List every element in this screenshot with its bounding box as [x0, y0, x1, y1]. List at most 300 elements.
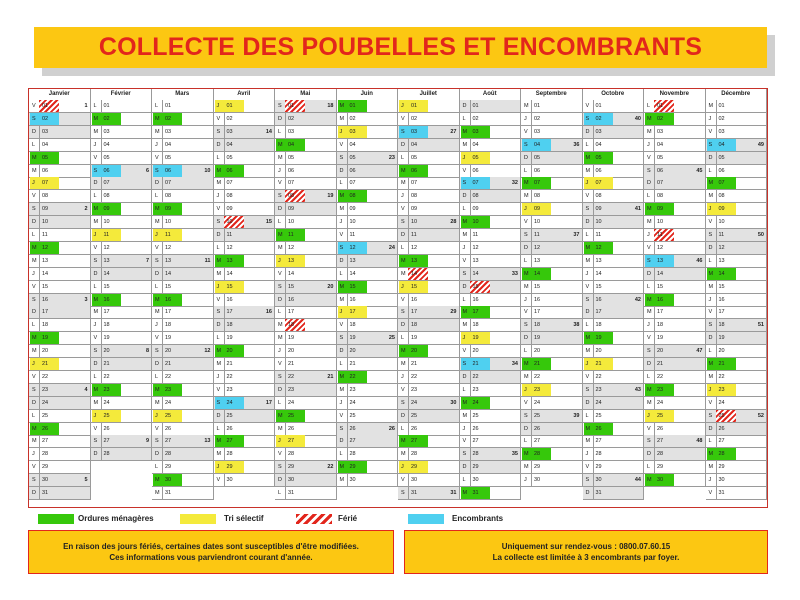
- week-number: 36: [573, 141, 580, 148]
- day-cell: [521, 294, 583, 307]
- day-number: 11: [101, 229, 121, 241]
- weekday-letter: V: [584, 371, 594, 383]
- day-number: 29: [595, 464, 602, 471]
- day-cell: [214, 126, 276, 139]
- weekday-letter: M: [645, 126, 655, 138]
- day-cell: [275, 281, 337, 294]
- weekday-letter: S: [522, 410, 532, 422]
- day-number: 19: [226, 335, 233, 342]
- day-number: 14: [716, 268, 736, 280]
- day-cell: [398, 384, 460, 397]
- weekday-letter: D: [92, 448, 102, 460]
- day-number: 19: [349, 335, 356, 342]
- day-number: 10: [165, 219, 172, 226]
- week-number: 40: [634, 115, 641, 122]
- day-cell: [91, 358, 153, 371]
- weekday-letter: D: [584, 126, 594, 138]
- day-number: 25: [101, 410, 121, 422]
- day-number: 07: [716, 177, 736, 189]
- day-number: 06: [718, 167, 725, 174]
- day-cell: [644, 100, 706, 113]
- weekday-letter: V: [707, 487, 717, 499]
- weekday-letter: S: [522, 319, 532, 331]
- day-cell: [521, 126, 583, 139]
- day-cell: [706, 177, 768, 190]
- day-number: 10: [470, 216, 490, 228]
- day-cell: [398, 100, 460, 113]
- day-cell: [644, 177, 706, 190]
- day-number: 14: [165, 270, 172, 277]
- day-number: 05: [470, 152, 490, 164]
- month-header-5: Mai: [275, 89, 337, 100]
- day-number: 14: [595, 270, 602, 277]
- day-number: 01: [103, 103, 110, 109]
- day-cell: [398, 306, 460, 319]
- week-number: 1: [84, 103, 88, 109]
- day-number: 17: [42, 309, 49, 316]
- day-cell: [29, 319, 91, 332]
- weekday-letter: D: [30, 487, 40, 499]
- day-number: 21: [411, 361, 418, 367]
- day-number: 03: [470, 126, 490, 138]
- week-number: 7: [145, 257, 149, 264]
- day-number: 13: [103, 257, 110, 264]
- weekday-letter: J: [215, 100, 225, 112]
- weekday-letter: S: [461, 358, 471, 370]
- weekday-letter: S: [276, 461, 286, 473]
- day-cell: [337, 461, 399, 474]
- day-number: 07: [165, 180, 172, 187]
- day-cell: [706, 332, 768, 345]
- day-cell: [583, 100, 645, 113]
- day-cell: [337, 410, 399, 423]
- weekday-letter: L: [30, 139, 40, 151]
- day-cell: [29, 487, 91, 500]
- day-number: 04: [42, 141, 49, 148]
- day-number: 17: [347, 306, 367, 318]
- week-number: 17: [265, 399, 272, 406]
- day-number: 07: [288, 180, 295, 187]
- day-number: 23: [162, 384, 182, 396]
- day-number: 16: [534, 296, 541, 303]
- week-number: 26: [388, 425, 395, 432]
- weekday-letter: D: [584, 306, 594, 318]
- month-header-1: Janvier: [29, 89, 91, 100]
- month-header-8: Août: [460, 89, 522, 100]
- day-number: 18: [349, 322, 356, 329]
- weekday-letter: M: [399, 165, 409, 177]
- day-number: 09: [288, 206, 295, 213]
- weekday-letter: S: [215, 216, 225, 228]
- day-cell: [460, 410, 522, 423]
- day-cell: [583, 435, 645, 448]
- day-cell: [29, 126, 91, 139]
- day-cell: [398, 294, 460, 307]
- weekday-letter: M: [645, 384, 655, 396]
- day-number: 05: [593, 152, 613, 164]
- weekday-letter: D: [584, 487, 594, 499]
- day-cell: [29, 306, 91, 319]
- day-cell: [706, 319, 768, 332]
- day-cell: [644, 294, 706, 307]
- day-cell: [214, 371, 276, 384]
- weekday-letter: V: [461, 255, 471, 267]
- day-number: 01: [534, 103, 541, 109]
- weekday-letter: S: [153, 435, 163, 447]
- day-cell: [521, 371, 583, 384]
- title-banner: [34, 27, 775, 74]
- day-cell: [460, 203, 522, 216]
- day-cell: [214, 332, 276, 345]
- day-cell: [275, 190, 337, 203]
- day-number: 05: [103, 154, 110, 161]
- weekday-letter: J: [645, 410, 655, 422]
- weekday-letter: V: [215, 474, 225, 486]
- day-number: 04: [716, 139, 736, 151]
- day-number: 07: [470, 177, 490, 189]
- day-cell: [275, 126, 337, 139]
- day-number: 25: [42, 412, 49, 419]
- month-header-7: Juillet: [398, 89, 460, 100]
- day-cell: [214, 345, 276, 358]
- day-cell: [337, 216, 399, 229]
- weekday-letter: M: [215, 177, 225, 189]
- weekday-letter: V: [461, 435, 471, 447]
- week-number: 44: [634, 477, 641, 484]
- weekday-letter: D: [707, 423, 717, 435]
- weekday-letter: V: [522, 216, 532, 228]
- weekday-letter: S: [645, 345, 655, 357]
- day-cell: [91, 216, 153, 229]
- day-cell: [583, 165, 645, 178]
- day-number: 08: [165, 193, 172, 200]
- day-number: 18: [226, 322, 233, 329]
- day-cell: [644, 410, 706, 423]
- day-cell: [583, 113, 645, 126]
- weekday-letter: M: [276, 423, 286, 435]
- day-cell: [214, 139, 276, 152]
- day-cell: [275, 242, 337, 255]
- day-number: 22: [103, 373, 110, 380]
- day-cell: [460, 242, 522, 255]
- day-cell: [214, 461, 276, 474]
- day-cell: [644, 461, 706, 474]
- weekday-letter: S: [461, 177, 471, 189]
- weekday-letter: V: [707, 397, 717, 409]
- day-number: 09: [531, 203, 551, 215]
- day-number: 08: [103, 193, 110, 200]
- weekday-letter: M: [461, 216, 471, 228]
- week-number: 13: [204, 438, 211, 445]
- weekday-letter: M: [338, 281, 348, 293]
- weekday-letter: J: [707, 113, 717, 125]
- day-number: 12: [718, 244, 725, 251]
- weekday-letter: D: [522, 152, 532, 164]
- day-cell: [583, 487, 645, 500]
- day-number: 28: [531, 448, 551, 460]
- day-cell: [214, 268, 276, 281]
- week-number: 9: [145, 438, 149, 445]
- weekday-letter: J: [276, 435, 286, 447]
- weekday-letter: M: [338, 113, 348, 125]
- weekday-letter: V: [30, 461, 40, 473]
- weekday-letter: M: [153, 126, 163, 138]
- day-cell: [214, 358, 276, 371]
- day-cell: [29, 216, 91, 229]
- week-number: 38: [573, 322, 580, 329]
- day-cell: [152, 113, 214, 126]
- weekday-letter: M: [399, 435, 409, 447]
- day-number: 03: [408, 126, 428, 138]
- day-number: 28: [42, 451, 49, 458]
- weekday-letter: S: [338, 242, 348, 254]
- day-number: 02: [534, 115, 541, 122]
- day-number: 22: [347, 371, 367, 383]
- day-cell: [91, 229, 153, 242]
- day-cell: [583, 410, 645, 423]
- day-cell: [91, 281, 153, 294]
- weekday-letter: M: [153, 294, 163, 306]
- weekday-letter: S: [584, 474, 594, 486]
- day-cell: [29, 113, 91, 126]
- weekday-letter: M: [338, 461, 348, 473]
- day-cell: [583, 384, 645, 397]
- day-cell: [29, 371, 91, 384]
- day-number: 15: [470, 281, 490, 293]
- weekday-letter: J: [153, 410, 163, 422]
- day-cell: [521, 384, 583, 397]
- day-cell: [152, 448, 214, 461]
- weekday-letter: D: [30, 216, 40, 228]
- day-cell: [91, 152, 153, 165]
- day-number: 20: [349, 348, 356, 355]
- day-number: 29: [42, 464, 49, 471]
- day-cell: [152, 294, 214, 307]
- weekday-letter: D: [399, 139, 409, 151]
- day-cell: [521, 229, 583, 242]
- weekday-letter: L: [92, 371, 102, 383]
- day-number: 10: [411, 219, 418, 226]
- day-number: 01: [39, 100, 59, 112]
- weekday-letter: M: [153, 203, 163, 215]
- week-number: 29: [450, 309, 457, 316]
- day-number: 23: [288, 386, 295, 393]
- day-cell: [644, 126, 706, 139]
- weekday-letter: L: [461, 384, 471, 396]
- weekday-letter: D: [461, 100, 471, 112]
- day-cell: [644, 474, 706, 487]
- day-number: 03: [103, 128, 110, 135]
- day-cell: [460, 461, 522, 474]
- day-number: 08: [42, 193, 49, 200]
- day-cell: [214, 190, 276, 203]
- day-cell: [521, 474, 583, 487]
- weekday-letter: L: [645, 190, 655, 202]
- weekday-letter: M: [215, 435, 225, 447]
- day-cell: [644, 203, 706, 216]
- day-cell: [152, 435, 214, 448]
- weekday-letter: L: [645, 461, 655, 473]
- day-cell: [152, 100, 214, 113]
- weekday-letter: M: [92, 126, 102, 138]
- day-number: 12: [226, 244, 233, 251]
- weekday-letter: D: [522, 242, 532, 254]
- day-number: 23: [349, 386, 356, 393]
- day-cell: [398, 152, 460, 165]
- day-cell: [214, 474, 276, 487]
- weekday-letter: J: [707, 203, 717, 215]
- day-cell: [460, 358, 522, 371]
- day-number: 28: [411, 451, 418, 458]
- weekday-letter: J: [92, 139, 102, 151]
- day-number: 04: [657, 141, 664, 148]
- day-cell: [706, 255, 768, 268]
- weekday-letter: J: [92, 410, 102, 422]
- day-number: 27: [718, 438, 725, 445]
- week-number: 14: [265, 128, 272, 135]
- day-cell: [460, 474, 522, 487]
- day-cell: [152, 487, 214, 500]
- weekday-letter: M: [645, 294, 655, 306]
- day-cell: [337, 203, 399, 216]
- weekday-letter: D: [153, 358, 163, 370]
- day-number: 21: [657, 361, 664, 367]
- day-number: 21: [288, 361, 295, 367]
- day-cell: [275, 474, 337, 487]
- day-cell: [152, 177, 214, 190]
- weekday-letter: D: [338, 165, 348, 177]
- day-number: 30: [411, 477, 418, 484]
- weekday-letter: S: [276, 281, 286, 293]
- weekday-letter: V: [215, 203, 225, 215]
- weekday-letter: V: [338, 319, 348, 331]
- weekday-letter: V: [645, 242, 655, 254]
- day-number: 20: [595, 348, 602, 355]
- weekday-letter: J: [338, 397, 348, 409]
- day-cell: [275, 358, 337, 371]
- day-number: 15: [534, 283, 541, 290]
- day-number: 29: [224, 461, 244, 473]
- day-number: 17: [165, 309, 172, 316]
- day-number: 14: [42, 270, 49, 277]
- day-number: 09: [42, 206, 49, 213]
- day-cell: [152, 397, 214, 410]
- day-cell: [583, 152, 645, 165]
- weekday-letter: M: [461, 487, 471, 499]
- day-number: 08: [534, 193, 541, 200]
- day-number: 21: [716, 358, 736, 370]
- day-cell: [91, 139, 153, 152]
- day-number: 27: [103, 438, 110, 445]
- day-cell: [29, 165, 91, 178]
- weekday-letter: M: [522, 100, 532, 112]
- note-appointment-line2: La collecte est limitée à 3 encombrants par foyer.: [492, 553, 680, 562]
- day-cell: [460, 139, 522, 152]
- day-number: 25: [654, 410, 674, 422]
- day-number: 13: [534, 257, 541, 264]
- weekday-letter: M: [338, 371, 348, 383]
- day-number: 14: [349, 270, 356, 277]
- weekday-letter: J: [522, 294, 532, 306]
- day-cell: [214, 229, 276, 242]
- day-number: 20: [408, 345, 428, 357]
- day-number: 12: [411, 244, 418, 251]
- week-number: 49: [757, 141, 764, 148]
- weekday-letter: L: [276, 126, 286, 138]
- day-number: 02: [654, 113, 674, 125]
- legend-yellow-swatch: [180, 514, 216, 524]
- weekday-letter: L: [153, 371, 163, 383]
- day-number: 14: [531, 268, 551, 280]
- day-number: 04: [411, 141, 418, 148]
- day-cell: [275, 100, 337, 113]
- day-cell: [460, 165, 522, 178]
- day-number: 29: [347, 461, 367, 473]
- day-cell: [214, 397, 276, 410]
- weekday-letter: V: [461, 165, 471, 177]
- week-number: 45: [696, 167, 703, 174]
- day-cell: [706, 423, 768, 436]
- day-cell: [337, 332, 399, 345]
- day-cell: [214, 165, 276, 178]
- weekday-letter: M: [399, 177, 409, 189]
- weekday-letter: M: [461, 410, 471, 422]
- day-number: 11: [285, 229, 305, 241]
- day-cell: [521, 268, 583, 281]
- weekday-letter: L: [645, 100, 655, 112]
- weekday-letter: M: [153, 113, 163, 125]
- day-number: 12: [534, 244, 541, 251]
- day-number: 23: [101, 384, 121, 396]
- weekday-letter: D: [215, 410, 225, 422]
- day-number: 02: [349, 115, 356, 122]
- weekday-letter: M: [92, 384, 102, 396]
- day-number: 02: [39, 113, 59, 125]
- day-number: 20: [718, 348, 725, 355]
- week-number: 18: [327, 103, 334, 109]
- day-cell: [275, 345, 337, 358]
- weekday-letter: S: [92, 435, 102, 447]
- weekday-letter: V: [522, 126, 532, 138]
- day-cell: [337, 345, 399, 358]
- weekday-letter: S: [399, 216, 409, 228]
- weekday-letter: L: [338, 448, 348, 460]
- day-cell: [29, 358, 91, 371]
- day-number: 21: [593, 358, 613, 370]
- weekday-letter: D: [707, 242, 717, 254]
- day-cell: [398, 165, 460, 178]
- weekday-letter: D: [92, 177, 102, 189]
- day-number: 06: [288, 167, 295, 174]
- weekday-letter: S: [276, 100, 286, 112]
- weekday-letter: S: [153, 165, 163, 177]
- day-number: 05: [288, 154, 295, 161]
- day-number: 29: [288, 464, 295, 471]
- weekday-letter: D: [338, 255, 348, 267]
- weekday-letter: M: [645, 306, 655, 318]
- day-number: 11: [42, 232, 48, 238]
- day-number: 28: [349, 451, 356, 458]
- day-number: 20: [472, 348, 479, 355]
- day-cell: [29, 294, 91, 307]
- weekday-letter: V: [584, 100, 594, 112]
- day-number: 13: [165, 257, 172, 264]
- weekday-letter: J: [399, 461, 409, 473]
- day-cell: [91, 332, 153, 345]
- weekday-letter: V: [399, 203, 409, 215]
- weekday-letter: M: [30, 165, 40, 177]
- week-number: 33: [511, 270, 518, 277]
